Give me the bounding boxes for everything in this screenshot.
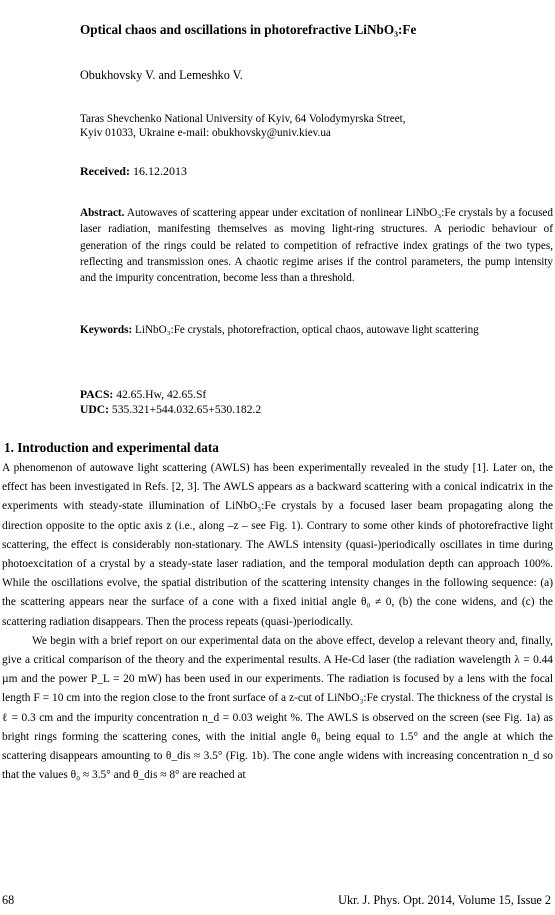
section-body — [2, 459, 553, 785]
pacs-line — [80, 387, 261, 402]
keywords — [80, 320, 553, 340]
affiliation-line-2: Kyiv 01033, Ukraine e-mail: obukhovsky@univ.kiev.ua — [80, 127, 331, 139]
classification-codes — [80, 387, 261, 417]
section-heading: 1. Introduction and experimental data — [4, 440, 219, 455]
body-paragraph: We begin with a brief report on our experimental data on the above effect, develop a relevant theory and, finally, give a critical comparison of the theory and the experimental results. A He-Cd laser (the radiation wavelength λ = 0.44 µm and the power P_L = 20 mW) has been used in our experiments. The radiation is focused by a lens with the focal length F = 10 cm into the region close to the front surface of a z-cut of LiNbO₃:Fe crystal. The thickness of the crystal is ℓ = 0.3 cm and the impurity concentration n_d = 0.03 weight %. The AWLS is observed on the screen (see Fig. 1a) as bright rings forming the scattering cones, with the initial angle θ₀ being equal to 1.5° and the angle at which the scattering disappears amounting to θ_dis ≈ 3.5° (Fig. 1b). The cone angle widens with increasing concentration n_d so that the values θ₀ ≈ 3.5° and θ_dis ≈ 8° are reached at — [2, 634, 553, 782]
abstract-text: Autowaves of scattering appear under excitation of nonlinear LiNbO₃:Fe crystals by a focused laser radiation, manifesting themselves as moving light-ring structures. A periodic behaviour of generation of the rings could be related to competition of refractive index gratings of the two types, reflecting and transmission ones. A chaotic regime arises if the control parameters, the pump intensity and the impurity concentration, become less than a threshold. — [80, 207, 553, 285]
body-paragraph: A phenomenon of autowave light scattering (AWLS) has been experimentally revealed in the study [1]. Later on, the effect has been investigated in Refs. [2, 3]. The AWLS appears as a backward scattering with a conical indicatrix in the experiments with steady-state illumination of LiNbO₃:Fe crystals by a focused laser beam propagating along the direction opposite to the optic axis z (i.e., along –z – see Fig. 1). Contrary to some other kinds of photorefractive light scattering, the effect is considerably non-stationary. The AWLS intensity (quasi-)periodically oscillates in time during photoexcitation of a crystal by a steady-state laser radiation, and the temporal modulation depth can approach 100%. While the oscillations evolve, the spatial distribution of the scattering intensity changes in the following sequence: (a) the scattering appears near the surface of a cone with a fixed initial angle θ₀ ≠ 0, (b) the cone widens, and (c) the scattering radiation disappears. Then the process repeats (quasi-)periodically. — [2, 462, 553, 628]
journal-citation: Ukr. J. Phys. Opt. 2014, Volume 15, Issue 2 — [338, 893, 551, 907]
keywords-label: Keywords: — [80, 324, 133, 336]
abstract-label: Abstract. — [80, 207, 125, 219]
udc-label: UDC: — [80, 403, 109, 416]
udc-value: 535.321+544.032.65+530.182.2 — [111, 403, 262, 416]
page-number: 68 — [2, 893, 15, 907]
article-affiliation — [80, 112, 540, 140]
article-authors: Obukhovsky V. and Lemeshko V. — [80, 68, 243, 82]
article-title: Optical chaos and oscillations in photorefractive LiNbO₃:Fe — [80, 22, 417, 37]
received-date — [80, 164, 187, 179]
affiliation-line-1: Taras Shevchenko National University of Kyiv, 64 Volodymyrska Street, — [80, 113, 406, 125]
udc-line — [80, 402, 261, 417]
received-label: Received: — [80, 164, 130, 178]
abstract — [80, 205, 553, 286]
keywords-text: LiNbO₃:Fe crystals, photorefraction, optical chaos, autowave light scattering — [135, 324, 479, 336]
page-footer — [2, 893, 551, 908]
pacs-value: 42.65.Hw, 42.65.Sf — [116, 388, 207, 401]
pacs-label: PACS: — [80, 388, 114, 401]
received-value: 16.12.2013 — [132, 164, 187, 178]
